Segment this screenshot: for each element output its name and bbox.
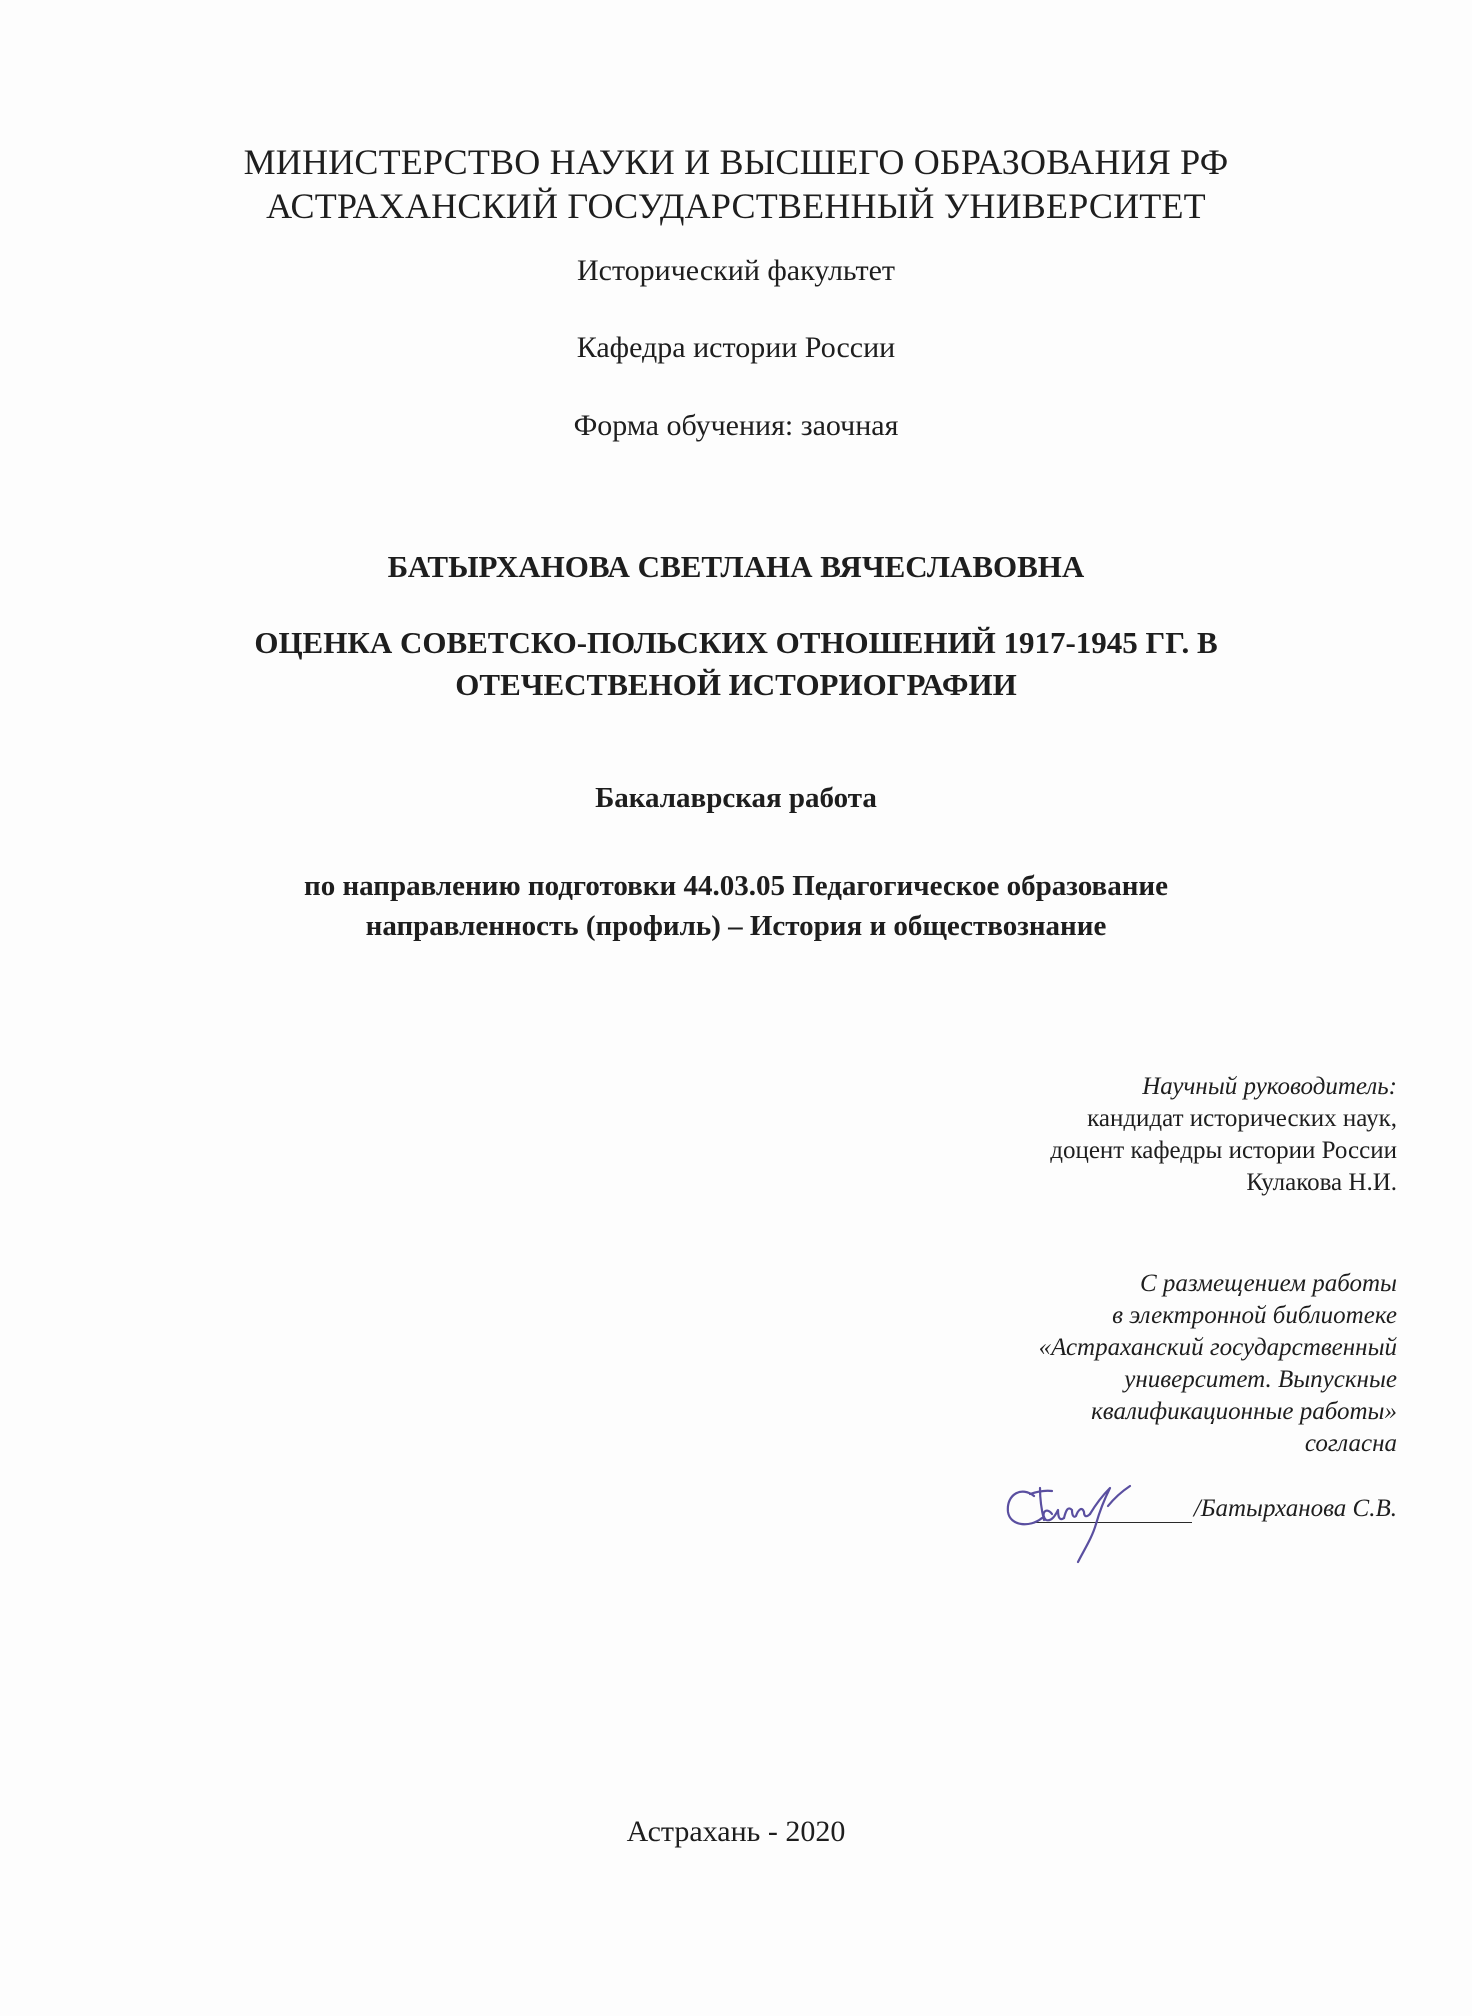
title-line: ОТЕЧЕСТВЕНОЙ ИСТОРИОГРАФИИ bbox=[455, 667, 1017, 702]
consent-line: университет. Выпускные bbox=[1124, 1366, 1397, 1393]
library-consent-block bbox=[1039, 1268, 1397, 1460]
ministry-line: МИНИСТЕРСТВО НАУКИ И ВЫСШЕГО ОБРАЗОВАНИЯ РФ bbox=[243, 142, 1229, 182]
thesis-title bbox=[0, 622, 1472, 706]
city-year: Астрахань - 2020 bbox=[626, 1815, 846, 1848]
consent-line: согласна bbox=[1304, 1430, 1397, 1457]
chair: Кафедра истории России bbox=[576, 331, 896, 364]
study-form: Форма обучения: заочная bbox=[573, 409, 899, 442]
work-type: Бакалаврская работа bbox=[595, 782, 877, 814]
faculty: Исторический факультет bbox=[576, 254, 896, 287]
supervisor-degree: кандидат исторических наук, bbox=[1087, 1105, 1397, 1132]
consent-line: квалификационные работы» bbox=[1091, 1398, 1397, 1425]
supervisor-position: доцент кафедры истории России bbox=[1050, 1137, 1397, 1164]
consent-line: в электронной библиотеке bbox=[1112, 1302, 1397, 1329]
direction-line: по направлению подготовки 44.03.05 Педагогическое образование bbox=[304, 870, 1168, 902]
university-line: АСТРАХАНСКИЙ ГОСУДАРСТВЕННЫЙ УНИВЕРСИТЕТ bbox=[266, 186, 1206, 226]
ministry-header bbox=[0, 140, 1472, 228]
signer-name: /Батырханова С.В. bbox=[1193, 1495, 1397, 1522]
handwritten-signature bbox=[1000, 1466, 1148, 1564]
consent-line: «Астраханский государственный bbox=[1038, 1334, 1397, 1361]
study-direction bbox=[0, 866, 1472, 946]
supervisor-label: Научный руководитель: bbox=[1142, 1073, 1397, 1100]
title-line: ОЦЕНКА СОВЕТСКО-ПОЛЬСКИХ ОТНОШЕНИЙ 1917-1945 ГГ. В bbox=[254, 625, 1218, 660]
supervisor-block bbox=[1050, 1071, 1397, 1199]
supervisor-name: Кулакова Н.И. bbox=[1246, 1169, 1397, 1196]
author-name: БАТЫРХАНОВА СВЕТЛАНА ВЯЧЕСЛАВОВНА bbox=[387, 549, 1085, 584]
direction-line: направленность (профиль) – История и обществознание bbox=[365, 910, 1107, 942]
consent-line: С размещением работы bbox=[1139, 1270, 1397, 1297]
